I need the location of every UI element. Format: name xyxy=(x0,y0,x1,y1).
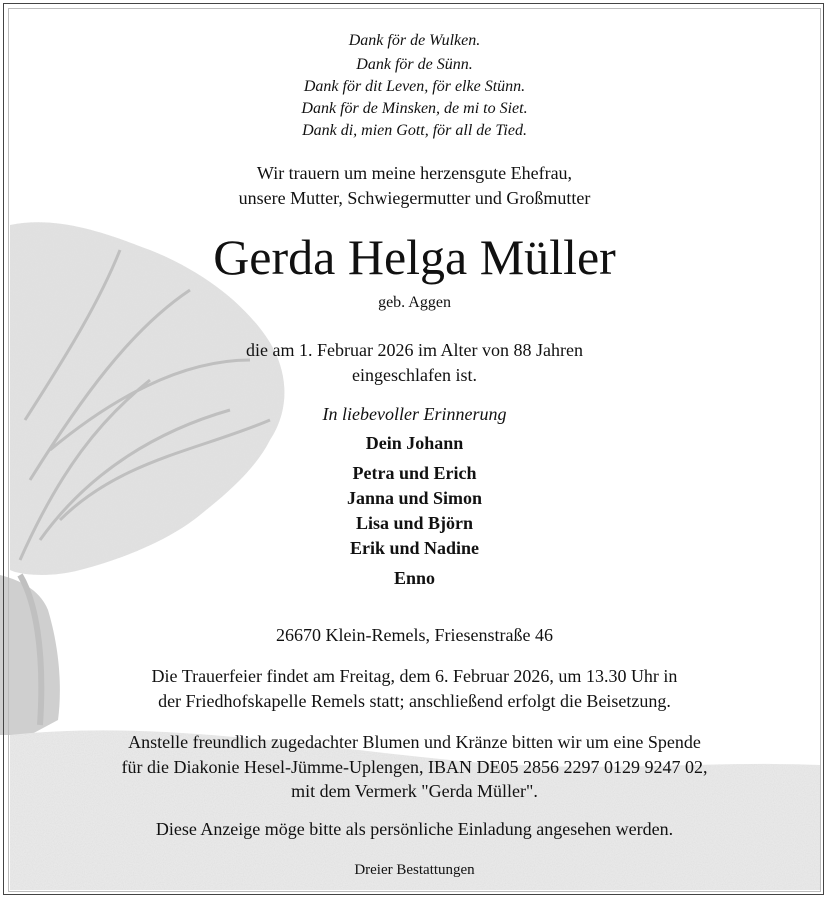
donation-line-1: Anstelle freundlich zugedachter Blumen und Kränze bitten wir um eine Spende xyxy=(128,732,701,752)
undertaker: Dreier Bestattungen xyxy=(354,862,475,878)
birth-name: geb. Aggen xyxy=(378,294,451,311)
mourner-family: Petra und Erich xyxy=(352,463,477,483)
poem-line-1: Dank för de Wulken. xyxy=(348,32,481,49)
funeral-line-1: Die Trauerfeier findet am Freitag, dem 6. Februar 2026, um 13.30 Uhr in xyxy=(151,666,678,686)
address: 26670 Klein-Remels, Friesenstraße 46 xyxy=(276,625,553,645)
intro-line-1: Wir trauern um meine herzensgute Ehefrau, xyxy=(256,163,573,183)
donation-line-2: für die Diakonie Hesel-Jümme-Uplengen, IBAN DE05 2856 2297 0129 9247 02, xyxy=(121,757,708,777)
death-line-2: eingeschlafen ist. xyxy=(352,365,477,385)
death-line-1: die am 1. Februar 2026 im Alter von 88 Jahren xyxy=(246,340,583,360)
poem-line-2: Dank för de Sünn. xyxy=(356,56,473,73)
mourner-spouse: Dein Johann xyxy=(365,433,464,453)
mourner-grandchild: Enno xyxy=(393,568,436,588)
poem-line-3: Dank för dit Leven, för elke Stünn. xyxy=(303,78,526,95)
invitation-note: Diese Anzeige möge bitte als persönliche Einladung angesehen werden. xyxy=(155,819,674,839)
poem-line-5: Dank di, mien Gott, för all de Tied. xyxy=(302,122,527,139)
funeral-line-2: der Friedhofskapelle Remels statt; anschließend erfolgt die Beisetzung. xyxy=(158,691,671,711)
mourner-family: Lisa und Björn xyxy=(355,513,474,533)
poem-line-4: Dank för de Minsken, de mi to Siet. xyxy=(301,100,528,117)
donation-line-3: mit dem Vermerk "Gerda Müller". xyxy=(291,781,538,801)
mourner-family: Erik und Nadine xyxy=(349,538,480,558)
deceased-name: Gerda Helga Müller xyxy=(213,229,616,285)
mourner-family: Janna und Simon xyxy=(346,488,483,508)
mourners-heading: In liebevoller Erinnerung xyxy=(322,404,507,424)
intro-line-2: unsere Mutter, Schwiegermutter und Großmutter xyxy=(238,188,591,208)
